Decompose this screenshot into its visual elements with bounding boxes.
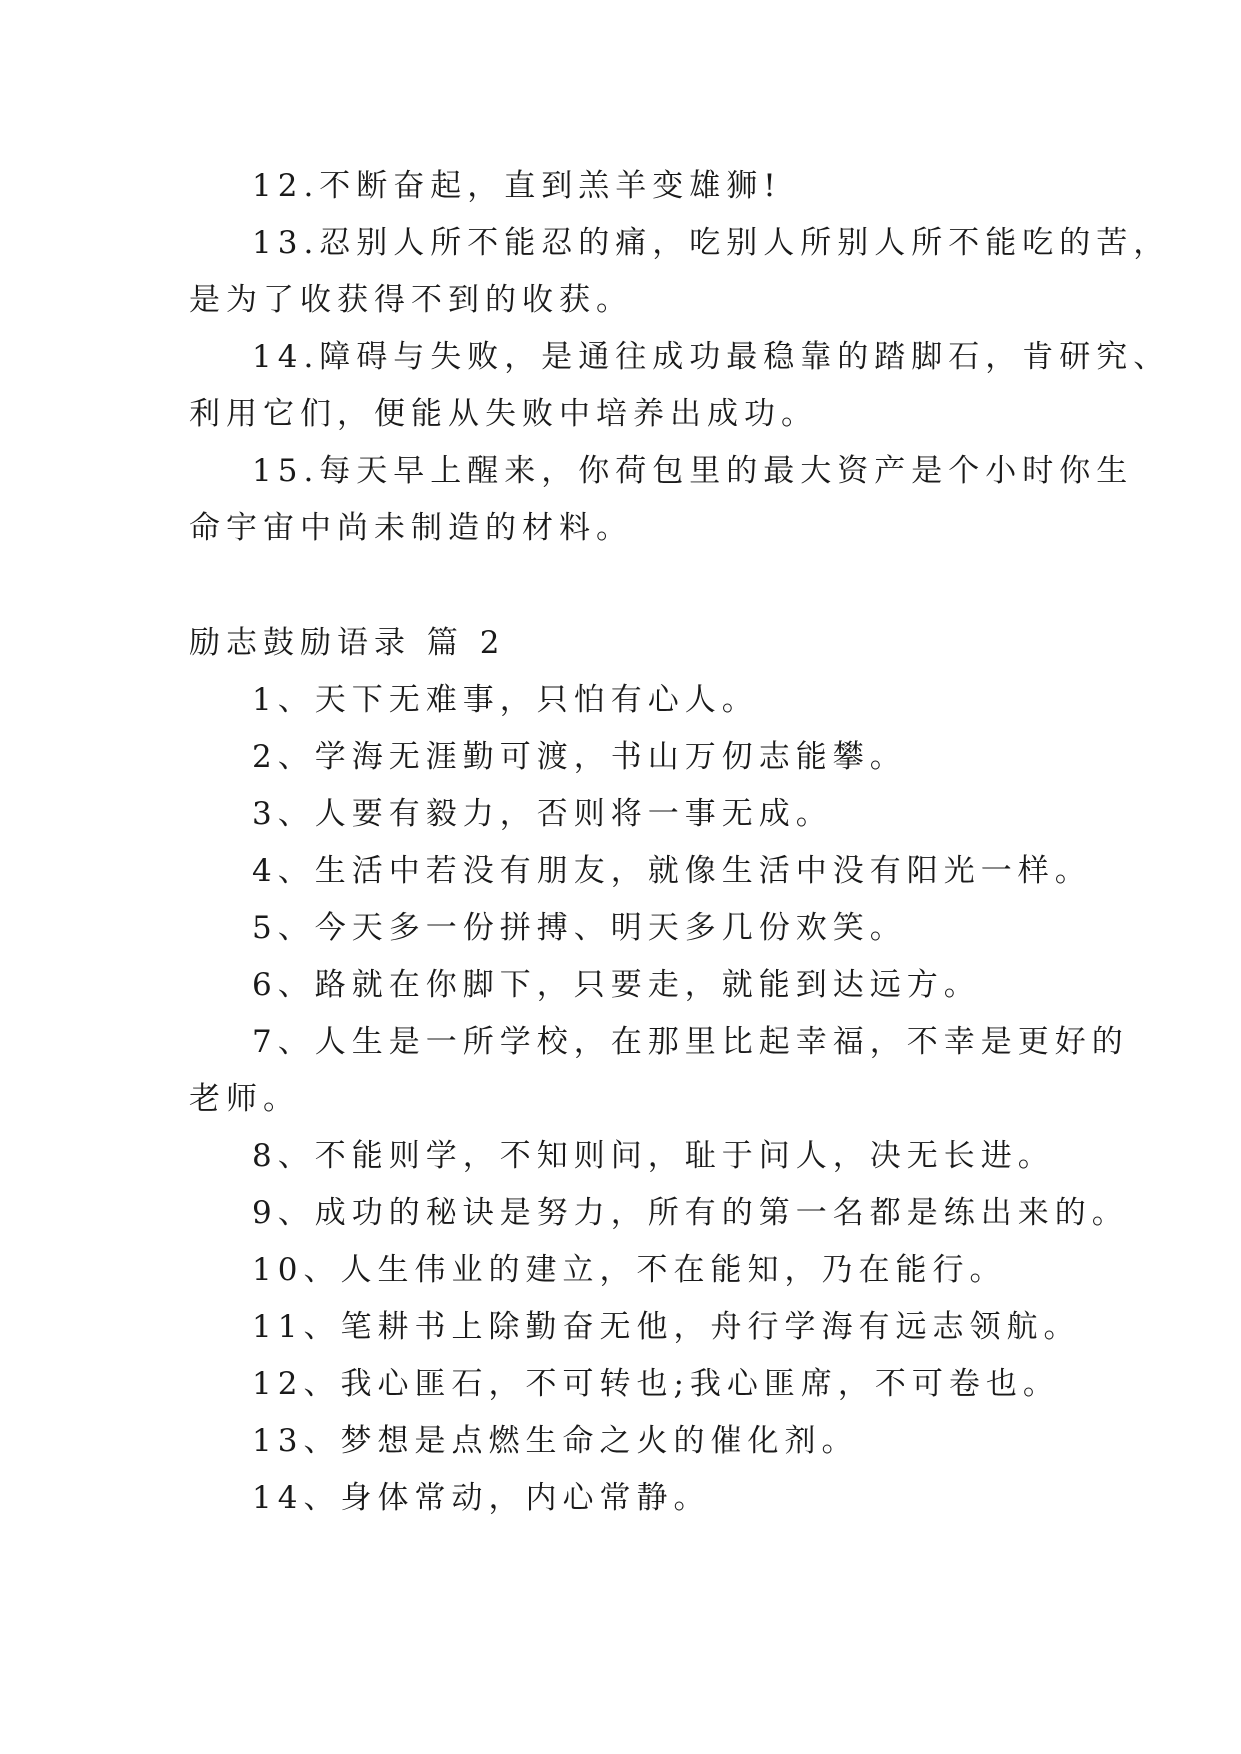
quote-14-continued: 利用它们，便能从失败中培养出成功。 bbox=[189, 396, 818, 432]
quote-15: 15.每天早上醒来，你荷包里的最大资产是个小时你生 bbox=[252, 453, 1134, 489]
quote-13-continued: 是为了收获得不到的收获。 bbox=[189, 282, 633, 318]
section2-quote-9: 9、成功的秘诀是努力，所有的第一名都是练出来的。 bbox=[252, 1195, 1129, 1231]
section2-quote-5: 5、今天多一份拼搏、明天多几份欢笑。 bbox=[252, 910, 907, 946]
quote-12: 12.不断奋起，直到羔羊变雄狮! bbox=[252, 168, 782, 204]
section2-quote-7-continued: 老师。 bbox=[189, 1081, 300, 1117]
section2-quote-4: 4、生活中若没有朋友，就像生活中没有阳光一样。 bbox=[252, 853, 1092, 889]
section2-quote-12: 12、我心匪石，不可转也;我心匪席，不可卷也。 bbox=[252, 1366, 1060, 1402]
section2-quote-1: 1、天下无难事，只怕有心人。 bbox=[252, 682, 759, 718]
quote-14: 14.障碍与失败，是通往成功最稳靠的踏脚石，肯研究、 bbox=[252, 339, 1171, 375]
section2-quote-7: 7、人生是一所学校，在那里比起幸福，不幸是更好的 bbox=[252, 1024, 1129, 1060]
section2-quote-11: 11、笔耕书上除勤奋无他，舟行学海有远志领航。 bbox=[252, 1309, 1081, 1345]
section2-quote-10: 10、人生伟业的建立，不在能知，乃在能行。 bbox=[252, 1252, 1007, 1288]
section2-quote-14: 14、身体常动，内心常静。 bbox=[252, 1480, 711, 1516]
section2-quote-2: 2、学海无涯勤可渡，书山万仞志能攀。 bbox=[252, 739, 907, 775]
section2-quote-6: 6、路就在你脚下，只要走，就能到达远方。 bbox=[252, 967, 981, 1003]
section2-quote-3: 3、人要有毅力，否则将一事无成。 bbox=[252, 796, 833, 832]
section-heading: 励志鼓励语录 篇 2 bbox=[189, 625, 506, 661]
section2-quote-8: 8、不能则学，不知则问，耻于问人，决无长进。 bbox=[252, 1138, 1055, 1174]
quote-13: 13.忍别人所不能忍的痛，吃别人所别人所不能吃的苦， bbox=[252, 225, 1171, 261]
section2-quote-13: 13、梦想是点燃生命之火的催化剂。 bbox=[252, 1423, 859, 1459]
quote-15-continued: 命宇宙中尚未制造的材料。 bbox=[189, 510, 633, 546]
